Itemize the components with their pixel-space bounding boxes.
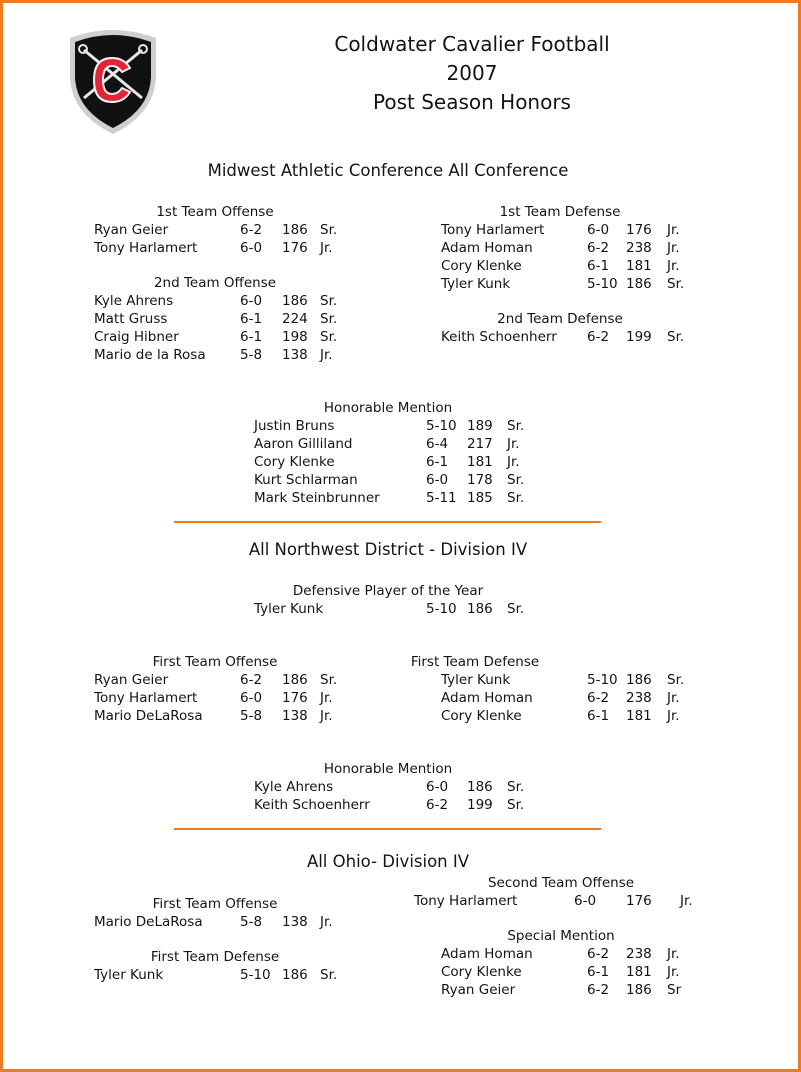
player-weight: 186	[467, 779, 493, 795]
title-subtitle: Post Season Honors	[373, 90, 571, 114]
player-year: Sr.	[667, 276, 685, 292]
player-weight: 217	[467, 436, 493, 452]
player-name: Cory Klenke	[254, 454, 335, 470]
district-first-offense-heading: First Team Offense	[152, 654, 278, 670]
player-height: 6-2	[240, 672, 263, 688]
player-weight: 186	[282, 967, 308, 983]
player-name: Kurt Schlarman	[254, 472, 358, 488]
player-height: 5-10	[426, 418, 457, 434]
player-name: Tony Harlamert	[94, 240, 198, 256]
player-weight: 176	[282, 240, 308, 256]
player-name: Ryan Geier	[441, 982, 516, 998]
player-height: 6-0	[240, 240, 263, 256]
mac-second-defense-heading: 2nd Team Defense	[497, 311, 623, 327]
player-year: Sr.	[320, 311, 338, 327]
player-row	[441, 276, 707, 294]
player-weight: 199	[467, 797, 493, 813]
player-row	[441, 258, 707, 276]
player-name: Mark Steinbrunner	[254, 490, 380, 506]
ohio-first-offense-heading: First Team Offense	[152, 896, 278, 912]
player-name: Keith Schoenherr	[254, 797, 370, 813]
player-row	[441, 708, 707, 726]
player-row	[441, 964, 707, 982]
title-year: 2007	[446, 61, 498, 85]
player-name: Ryan Geier	[94, 222, 169, 238]
player-height: 6-1	[240, 329, 263, 345]
player-row	[254, 472, 547, 490]
player-weight: 186	[626, 672, 652, 688]
player-row	[94, 293, 360, 311]
player-name: Tony Harlamert	[441, 222, 545, 238]
player-weight: 176	[626, 222, 652, 238]
player-height: 5-10	[587, 672, 618, 688]
mac-second-offense-heading: 2nd Team Offense	[153, 275, 277, 291]
player-weight: 224	[282, 311, 308, 327]
player-weight: 181	[467, 454, 493, 470]
player-year: Sr.	[507, 418, 525, 434]
cavalier-shield-logo	[66, 28, 160, 136]
mac-first-defense-heading: 1st Team Defense	[499, 204, 621, 220]
player-year: Jr.	[667, 708, 680, 724]
player-name: Adam Homan	[441, 240, 533, 256]
player-row	[254, 436, 547, 454]
player-row	[441, 946, 707, 964]
player-row	[94, 347, 360, 365]
player-height: 5-10	[240, 967, 271, 983]
player-row	[254, 601, 547, 619]
player-row	[254, 797, 547, 815]
player-name: Ryan Geier	[94, 672, 169, 688]
player-name: Tyler Kunk	[254, 601, 324, 617]
player-height: 5-8	[240, 914, 263, 930]
district-dpoy-heading: Defensive Player of the Year	[292, 583, 484, 599]
player-height: 6-2	[240, 222, 263, 238]
player-row	[441, 329, 707, 347]
player-height: 6-0	[240, 293, 263, 309]
player-height: 6-2	[587, 946, 610, 962]
player-name: Tyler Kunk	[441, 276, 511, 292]
player-name: Tony Harlamert	[414, 893, 518, 909]
player-row	[94, 329, 360, 347]
player-year: Jr.	[667, 946, 680, 962]
player-row	[254, 779, 547, 797]
district-heading: All Northwest District - Division IV	[248, 540, 528, 559]
player-weight: 189	[467, 418, 493, 434]
player-row	[94, 690, 360, 708]
player-weight: 186	[282, 293, 308, 309]
player-height: 6-2	[587, 982, 610, 998]
player-height: 6-2	[587, 240, 610, 256]
player-name: Tyler Kunk	[94, 967, 164, 983]
player-name: Keith Schoenherr	[441, 329, 557, 345]
player-weight: 181	[626, 708, 652, 724]
player-height: 6-1	[240, 311, 263, 327]
player-year: Sr.	[320, 672, 338, 688]
player-year: Jr.	[320, 240, 333, 256]
player-row	[94, 672, 360, 690]
player-weight: 181	[626, 964, 652, 980]
player-weight: 238	[626, 240, 652, 256]
page-title	[300, 30, 644, 117]
player-row	[254, 490, 547, 508]
player-weight: 138	[282, 708, 308, 724]
player-weight: 198	[282, 329, 308, 345]
player-height: 6-0	[587, 222, 610, 238]
player-row	[94, 708, 360, 726]
player-weight: 176	[282, 690, 308, 706]
player-height: 6-0	[574, 893, 597, 909]
player-weight: 181	[626, 258, 652, 274]
player-height: 5-8	[240, 347, 263, 363]
player-year: Sr.	[320, 967, 338, 983]
player-year: Jr.	[320, 708, 333, 724]
player-row	[441, 982, 707, 1000]
player-year: Jr.	[667, 690, 680, 706]
player-row	[94, 311, 360, 329]
player-year: Jr.	[320, 347, 333, 363]
player-weight: 199	[626, 329, 652, 345]
player-year: Jr.	[667, 258, 680, 274]
player-row	[94, 967, 360, 985]
player-row	[254, 454, 547, 472]
player-weight: 138	[282, 347, 308, 363]
player-name: Cory Klenke	[441, 964, 522, 980]
player-year: Sr.	[507, 490, 525, 506]
player-year: Jr.	[320, 690, 333, 706]
player-weight: 186	[282, 672, 308, 688]
player-row	[254, 418, 547, 436]
player-height: 6-0	[426, 779, 449, 795]
player-height: 5-8	[240, 708, 263, 724]
player-name: Craig Hibner	[94, 329, 179, 345]
player-weight: 138	[282, 914, 308, 930]
player-year: Sr.	[507, 779, 525, 795]
player-weight: 178	[467, 472, 493, 488]
player-year: Sr	[667, 982, 682, 998]
player-name: Adam Homan	[441, 946, 533, 962]
player-height: 6-2	[587, 690, 610, 706]
player-year: Sr.	[320, 222, 338, 238]
player-year: Sr.	[667, 672, 685, 688]
player-year: Jr.	[320, 914, 333, 930]
player-year: Sr.	[507, 472, 525, 488]
player-row	[94, 222, 360, 240]
player-weight: 186	[626, 276, 652, 292]
player-year: Jr.	[667, 222, 680, 238]
ohio-heading: All Ohio- Division IV	[306, 852, 470, 871]
district-honorable-heading: Honorable Mention	[323, 761, 453, 777]
player-row	[94, 914, 360, 932]
player-height: 5-10	[426, 601, 457, 617]
section-divider	[174, 521, 601, 523]
mac-first-offense-heading: 1st Team Offense	[156, 204, 274, 220]
player-weight: 186	[626, 982, 652, 998]
player-year: Sr.	[507, 797, 525, 813]
player-height: 6-4	[426, 436, 449, 452]
player-year: Jr.	[667, 240, 680, 256]
player-weight: 238	[626, 946, 652, 962]
section-divider	[174, 828, 601, 830]
player-name: Kyle Ahrens	[254, 779, 334, 795]
player-row	[441, 672, 707, 690]
player-height: 6-2	[587, 329, 610, 345]
player-height: 5-10	[587, 276, 618, 292]
player-row	[441, 240, 707, 258]
player-name: Adam Homan	[441, 690, 533, 706]
player-name: Mario DeLaRosa	[94, 914, 203, 930]
player-year: Sr.	[320, 293, 338, 309]
player-name: Tony Harlamert	[94, 690, 198, 706]
player-year: Jr.	[507, 436, 520, 452]
title-team: Coldwater Cavalier Football	[334, 32, 610, 56]
player-name: Cory Klenke	[441, 708, 522, 724]
player-height: 6-1	[587, 708, 610, 724]
player-height: 6-1	[587, 964, 610, 980]
player-weight: 185	[467, 490, 493, 506]
ohio-special-heading: Special Mention	[507, 928, 615, 944]
player-height: 6-2	[426, 797, 449, 813]
player-year: Sr.	[507, 601, 525, 617]
player-row	[414, 893, 720, 911]
player-weight: 238	[626, 690, 652, 706]
ohio-second-offense-heading: Second Team Offense	[487, 875, 635, 891]
player-weight: 186	[282, 222, 308, 238]
player-year: Jr.	[507, 454, 520, 470]
district-first-defense-heading: First Team Defense	[410, 654, 540, 670]
player-name: Mario DeLaRosa	[94, 708, 203, 724]
player-name: Matt Gruss	[94, 311, 168, 327]
player-name: Kyle Ahrens	[94, 293, 174, 309]
player-name: Cory Klenke	[441, 258, 522, 274]
ohio-first-defense-heading: First Team Defense	[150, 949, 280, 965]
player-height: 6-0	[240, 690, 263, 706]
player-year: Jr.	[667, 964, 680, 980]
player-weight: 176	[626, 893, 652, 909]
player-row	[441, 690, 707, 708]
player-row	[441, 222, 707, 240]
player-name: Tyler Kunk	[441, 672, 511, 688]
player-name: Justin Bruns	[254, 418, 335, 434]
player-name: Mario de la Rosa	[94, 347, 206, 363]
player-year: Sr.	[667, 329, 685, 345]
player-year: Sr.	[320, 329, 338, 345]
player-height: 6-0	[426, 472, 449, 488]
player-height: 6-1	[426, 454, 449, 470]
player-name: Aaron Gilliland	[254, 436, 353, 452]
player-height: 5-11	[426, 490, 457, 506]
mac-heading: Midwest Athletic Conference All Conference	[207, 161, 569, 180]
player-year: Jr.	[680, 893, 693, 909]
player-weight: 186	[467, 601, 493, 617]
player-height: 6-1	[587, 258, 610, 274]
player-row	[94, 240, 360, 258]
mac-honorable-heading: Honorable Mention	[323, 400, 453, 416]
